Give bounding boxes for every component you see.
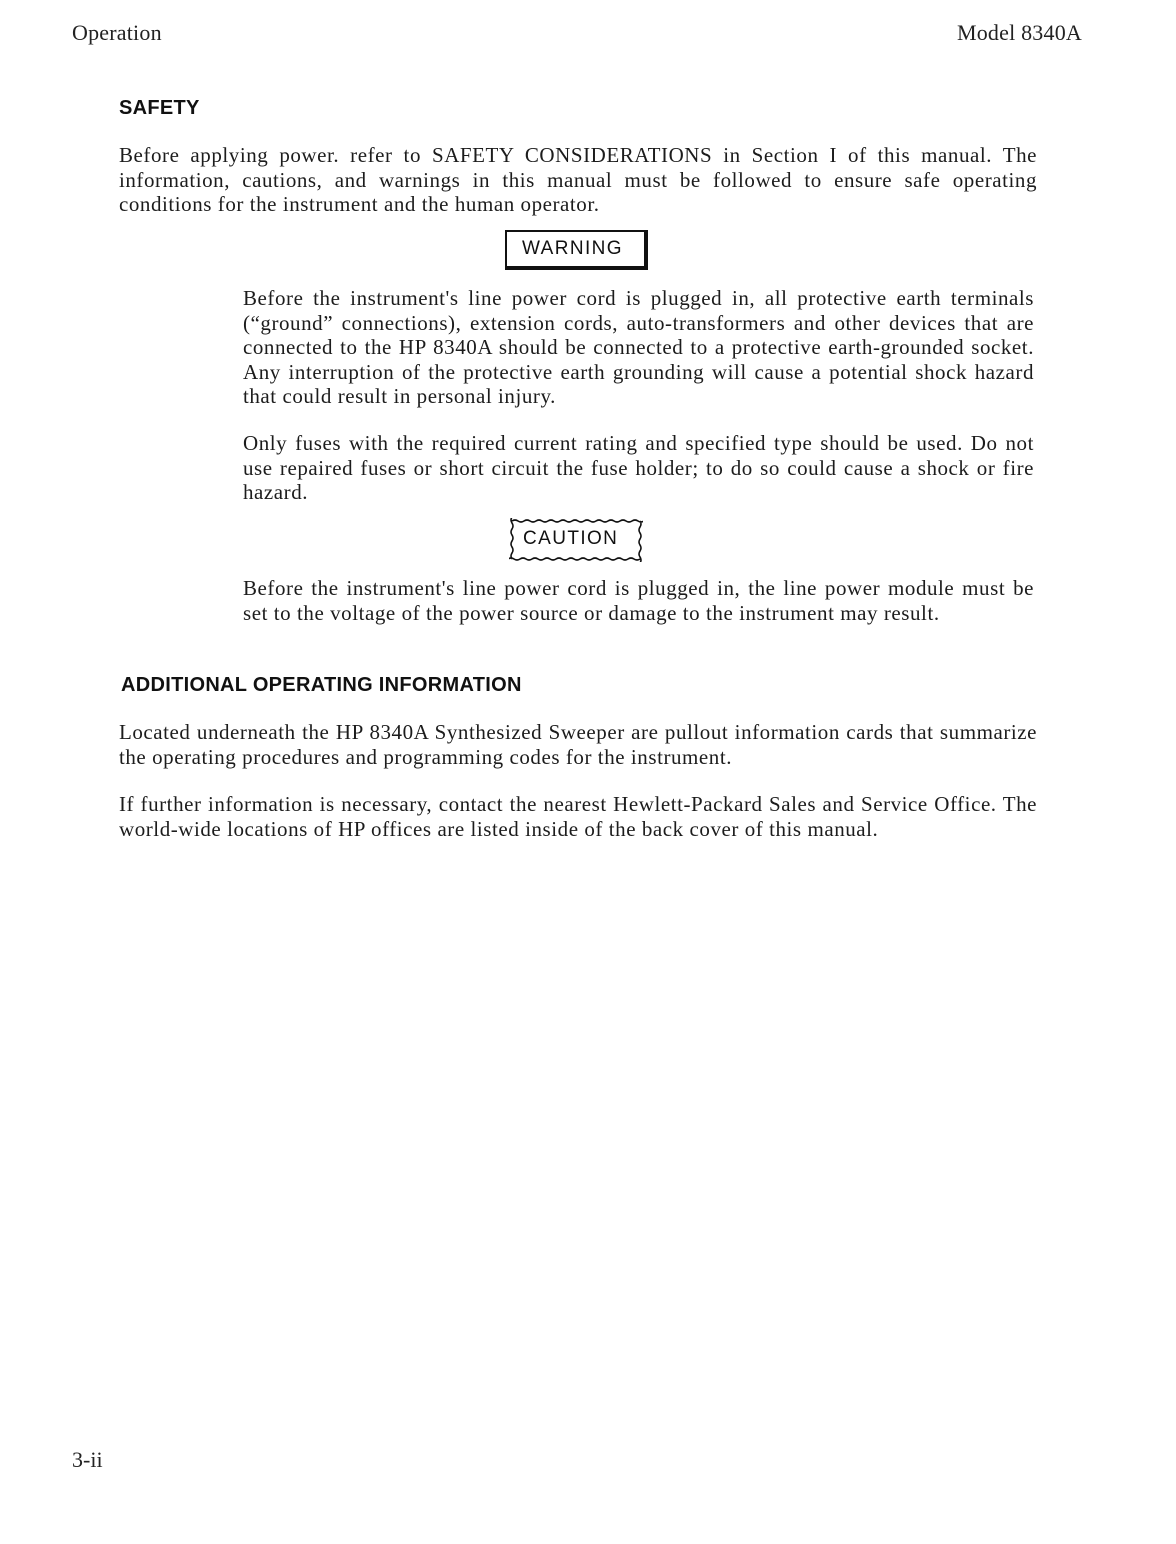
page-number: 3-ii (72, 1447, 103, 1472)
caution-label-box (509, 518, 643, 562)
additional-paragraph-2: If further information is necessary, contact the nearest Hewlett-Packard Sales and Service Office. The world-wide locations of HP offices are listed inside of the back cover of this manual. (119, 792, 1037, 841)
warning-paragraph-1: Before the instrument's line power cord is plugged in, all protective earth terminals (“ground” connections), extension cords, auto-transformers and other devices that are connected to the HP 8340A should be connected to a protective earth-grounded socket. Any interruption of the protective earth grounding will cause a potential shock hazard that could result in personal injury. (243, 286, 1034, 408)
running-head-section: Operation (72, 20, 162, 45)
warning-paragraph-2: Only fuses with the required current rating and specified type should be used. Do not use repaired fuses or short circuit the fuse holder; to do so could cause a shock or fire hazard. (243, 431, 1034, 504)
additional-info-heading: ADDITIONAL OPERATING INFORMATION (121, 674, 522, 696)
safety-heading: SAFETY (119, 97, 200, 119)
safety-intro-paragraph: Before applying power. refer to SAFETY CONSIDERATIONS in Section I of this manual. The information, cautions, and warnings in this manual must be followed to ensure safe operating conditions for the instrument and the human operator. (119, 143, 1037, 216)
warning-label-box (505, 230, 648, 270)
caution-label: CAUTION (523, 528, 619, 549)
additional-paragraph-1: Located underneath the HP 8340A Synthesized Sweeper are pullout information cards that summarize the operating procedures and programming codes for the instrument. (119, 720, 1037, 769)
running-head-model: Model 8340A (956, 20, 1082, 45)
caution-paragraph: Before the instrument's line power cord is plugged in, the line power module must be set to the voltage of the power source or damage to the instrument may result. (243, 576, 1034, 625)
warning-label: WARNING (522, 238, 623, 259)
